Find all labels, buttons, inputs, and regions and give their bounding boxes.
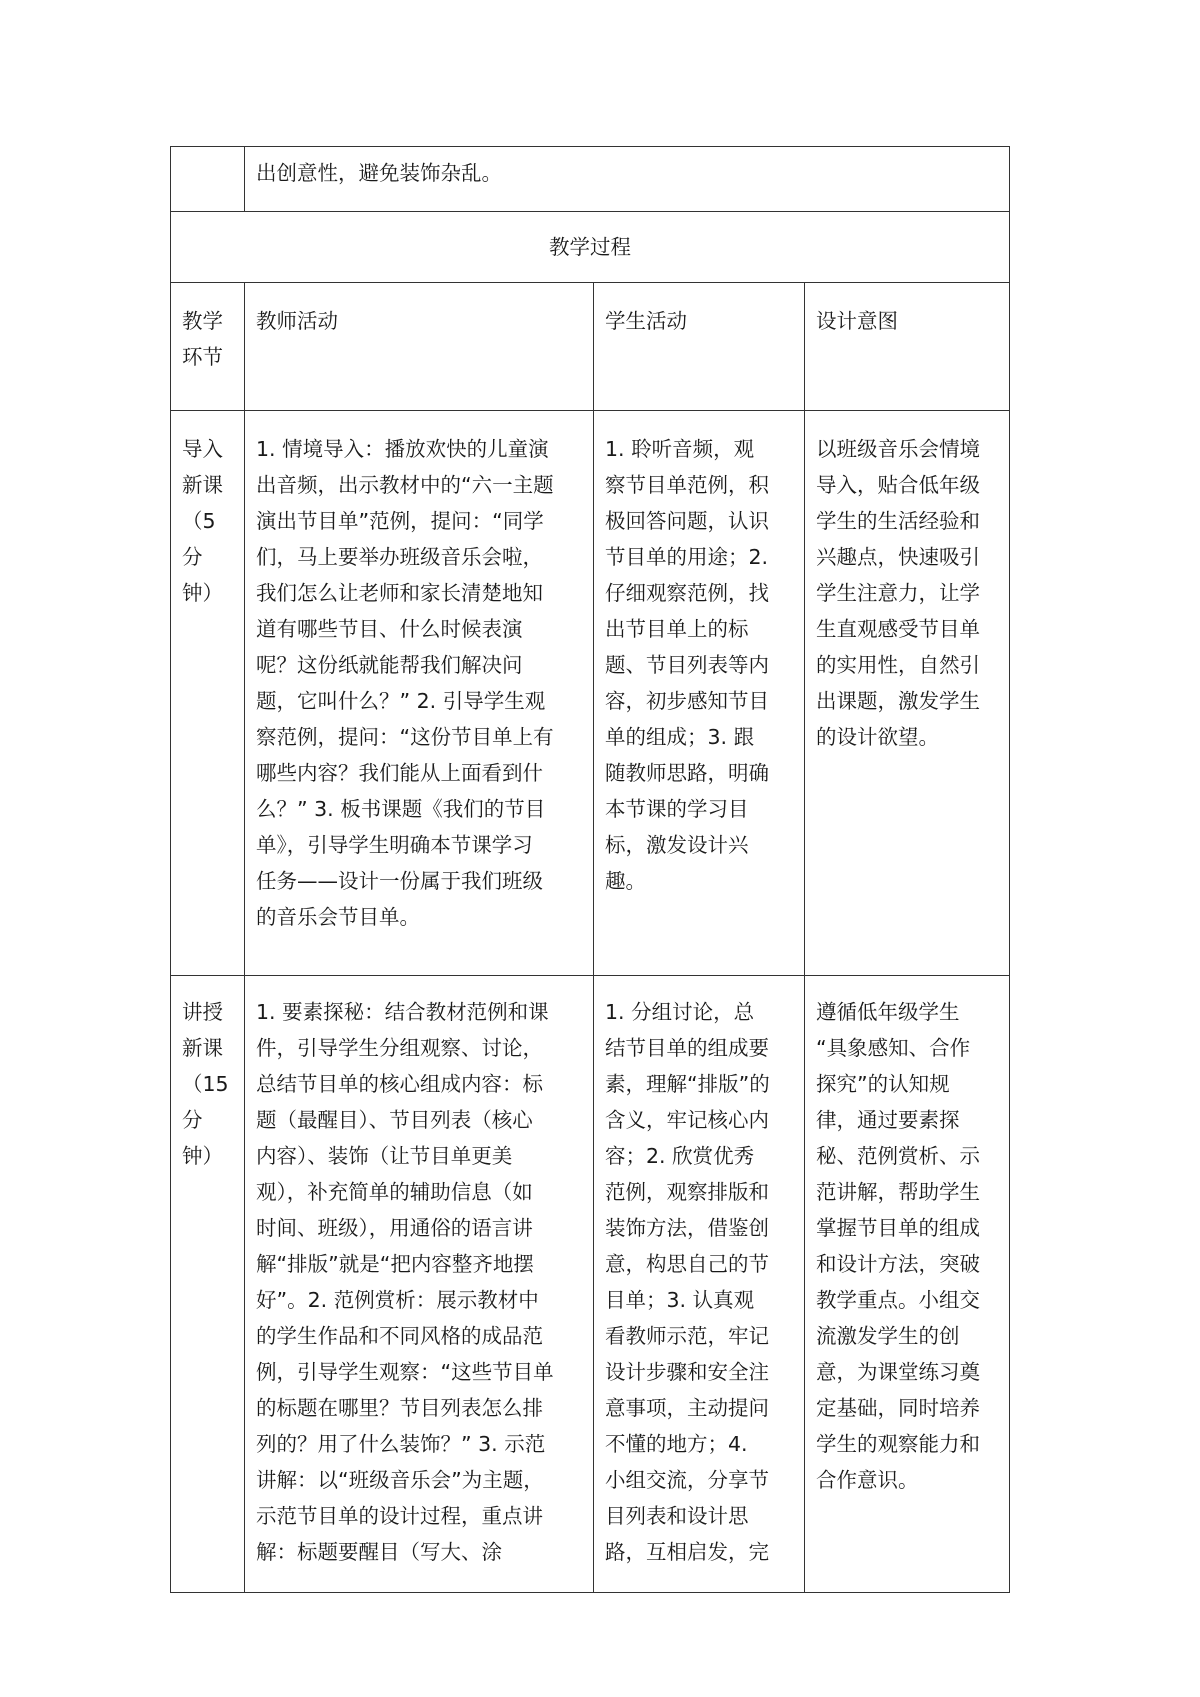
cell-text-line: 遵循低年级学生 (816, 1000, 960, 1024)
header-stage (171, 283, 245, 411)
cell-text-line: 时间、班级），用通俗的语言讲 (256, 1216, 533, 1240)
cell-text-line: 标，激发设计兴 (605, 833, 749, 857)
cell-text-line: 导入 (182, 437, 223, 461)
cell-text-line: （15 (182, 1072, 229, 1096)
header-stage-line: 环节 (182, 345, 223, 369)
cell-text-line: 分 (182, 1108, 203, 1132)
section-title-row (171, 212, 1010, 283)
cell-text-line: “具象感知、合作 (816, 1036, 971, 1060)
cell-text-line: 1. 聆听音频，观 (605, 437, 755, 461)
cell-text-line: 不懂的地方；4. (605, 1432, 748, 1456)
cell-text-line: 生直观感受节目单 (816, 617, 980, 641)
cell-text-line: 示范节目单的设计过程，重点讲 (256, 1504, 543, 1528)
cell-text-line: 内容）、装饰（让节目单更美 (256, 1144, 513, 1168)
cell-text-line: 分 (182, 545, 203, 569)
student-activity-cell (594, 976, 805, 1593)
cell-text-line: 律，通过要素探 (816, 1108, 960, 1132)
cell-text-line: 本节课的学习目 (605, 797, 749, 821)
student-activity-cell (594, 411, 805, 976)
cell-text-line: 察范例，提问：“这份节目单上有 (256, 725, 554, 749)
stage-cell (171, 976, 245, 1593)
cell-text-line: 容；2. 欣赏优秀 (605, 1144, 755, 1168)
cell-text-line: 好”。2. 范例赏析：展示教材中 (256, 1288, 539, 1312)
cell-text-line: 意事项，主动提问 (605, 1396, 769, 1420)
cell-text-line: 范例，观察排版和 (605, 1180, 769, 1204)
cell-text-line: 1. 要素探秘：结合教材范例和课 (256, 1000, 549, 1024)
cell-text-line: 容，初步感知节目 (605, 689, 769, 713)
cell-text-line: 目列表和设计思 (605, 1504, 749, 1528)
header-intent: 设计意图 (805, 283, 1010, 411)
cell-text-line: 讲解：以“班级音乐会”为主题， (256, 1468, 544, 1492)
cell-text-line: 题（最醒目）、节目列表（核心 (256, 1108, 533, 1132)
cell-text-line: 路，互相启发，完 (605, 1540, 769, 1564)
cell-text-line: 意，构思自己的节 (605, 1252, 769, 1276)
cell-text-line: （5 (182, 509, 216, 533)
cell-text-line: 新课 (182, 1036, 223, 1060)
cell-text-line: 列的？用了什么装饰？” 3. 示范 (256, 1432, 546, 1456)
cell-text-line: 趣。 (605, 869, 646, 893)
cell-text-line: 题、节目列表等内 (605, 653, 769, 677)
cell-text-line: 出音频，出示教材中的“六一主题 (256, 473, 554, 497)
cell-text-line: 探究”的认知规 (816, 1072, 950, 1096)
cell-text-line: 察节目单范例，积 (605, 473, 769, 497)
cell-text-line: 小组交流，分享节 (605, 1468, 769, 1492)
header-row (171, 283, 1010, 411)
cell-text-line: 件，引导学生分组观察、讨论， (256, 1036, 543, 1060)
header-student: 学生活动 (594, 283, 805, 411)
cell-text-line: 例，引导学生观察：“这些节目单 (256, 1360, 554, 1384)
cell-text-line: 道有哪些节目、什么时候表演 (256, 617, 523, 641)
cell-text-line: 素，理解“排版”的 (605, 1072, 770, 1096)
cell-text-line: 学生注意力，让学 (816, 581, 980, 605)
continuation-text: 出创意性，避免装饰杂乱。 (245, 147, 1010, 212)
cell-text-line: 目单；3. 认真观 (605, 1288, 755, 1312)
stage-cell (171, 411, 245, 976)
cell-text-line: 呢？这份纸就能帮我们解决问 (256, 653, 523, 677)
teacher-activity-cell (245, 976, 594, 1593)
cell-text-line: 演出节目单”范例，提问：“同学 (256, 509, 544, 533)
cell-text-line: 流激发学生的创 (816, 1324, 960, 1348)
cell-text-line: 极回答问题，认识 (605, 509, 769, 533)
cell-text-line: 的标题在哪里？节目列表怎么排 (256, 1396, 543, 1420)
cell-text-line: 结节目单的组成要 (605, 1036, 769, 1060)
design-intent-cell (805, 411, 1010, 976)
cell-text-line: 范讲解，帮助学生 (816, 1180, 980, 1204)
cell-text-line: 意，为课堂练习奠 (816, 1360, 980, 1384)
teacher-activity-cell (245, 411, 594, 976)
cell-text-line: 和设计方法，突破 (816, 1252, 980, 1276)
design-intent-cell (805, 976, 1010, 1593)
cell-text-line: 学生的观察能力和 (816, 1432, 980, 1456)
cell-text-line: 哪些内容？我们能从上面看到什 (256, 761, 543, 785)
header-teacher: 教师活动 (245, 283, 594, 411)
cell-text-line: 题，它叫什么？” 2. 引导学生观 (256, 689, 546, 713)
cell-text-line: 掌握节目单的组成 (816, 1216, 980, 1240)
cell-text-line: 的实用性，自然引 (816, 653, 980, 677)
cell-text-line: 观），补充简单的辅助信息（如 (256, 1180, 533, 1204)
cell-text-line: 新课 (182, 473, 223, 497)
cell-text-line: 含义，牢记核心内 (605, 1108, 769, 1132)
cell-text-line: 解：标题要醒目（写大、涂 (256, 1540, 502, 1564)
cell-text-line: 看教师示范，牢记 (605, 1324, 769, 1348)
header-stage-line: 教学 (182, 309, 223, 333)
cell-text-line: 教学重点。小组交 (816, 1288, 980, 1312)
cell-text-line: 总结节目单的核心组成内容：标 (256, 1072, 543, 1096)
continuation-row (171, 147, 1010, 212)
cell-text-line: 装饰方法，借鉴创 (605, 1216, 769, 1240)
cell-text-line: 我们怎么让老师和家长清楚地知 (256, 581, 543, 605)
continuation-stage-cell (171, 147, 245, 212)
lesson-plan-table (170, 146, 1010, 1593)
cell-text-line: 秘、范例赏析、示 (816, 1144, 980, 1168)
section-title: 教学过程 (171, 212, 1010, 283)
cell-text-line: 学生的生活经验和 (816, 509, 980, 533)
cell-text-line: 以班级音乐会情境 (816, 437, 980, 461)
table-row (171, 411, 1010, 976)
cell-text-line: 单》，引导学生明确本节课学习 (256, 833, 533, 857)
cell-text-line: 讲授 (182, 1000, 223, 1024)
table-row (171, 976, 1010, 1593)
cell-text-line: 1. 分组讨论，总 (605, 1000, 755, 1024)
cell-text-line: 导入，贴合低年级 (816, 473, 980, 497)
cell-text-line: 钟） (182, 581, 223, 605)
cell-text-line: 解“排版”就是“把内容整齐地摆 (256, 1252, 534, 1276)
cell-text-line: 们，马上要举办班级音乐会啦， (256, 545, 543, 569)
cell-text-line: 节目单的用途；2. (605, 545, 769, 569)
cell-text-line: 仔细观察范例，找 (605, 581, 769, 605)
cell-text-line: 么？” 3. 板书课题《我们的节目 (256, 797, 546, 821)
cell-text-line: 的设计欲望。 (816, 725, 939, 749)
cell-text-line: 出课题，激发学生 (816, 689, 980, 713)
cell-text-line: 合作意识。 (816, 1468, 919, 1492)
cell-text-line: 出节目单上的标 (605, 617, 749, 641)
cell-text-line: 1. 情境导入：播放欢快的儿童演 (256, 437, 549, 461)
cell-text-line: 单的组成；3. 跟 (605, 725, 755, 749)
cell-text-line: 兴趣点，快速吸引 (816, 545, 980, 569)
cell-text-line: 的学生作品和不同风格的成品范 (256, 1324, 543, 1348)
cell-text-line: 的音乐会节目单。 (256, 905, 420, 929)
cell-text-line: 钟） (182, 1144, 223, 1168)
cell-text-line: 定基础，同时培养 (816, 1396, 980, 1420)
cell-text-line: 随教师思路，明确 (605, 761, 769, 785)
cell-text-line: 设计步骤和安全注 (605, 1360, 769, 1384)
cell-text-line: 任务——设计一份属于我们班级 (256, 869, 543, 893)
